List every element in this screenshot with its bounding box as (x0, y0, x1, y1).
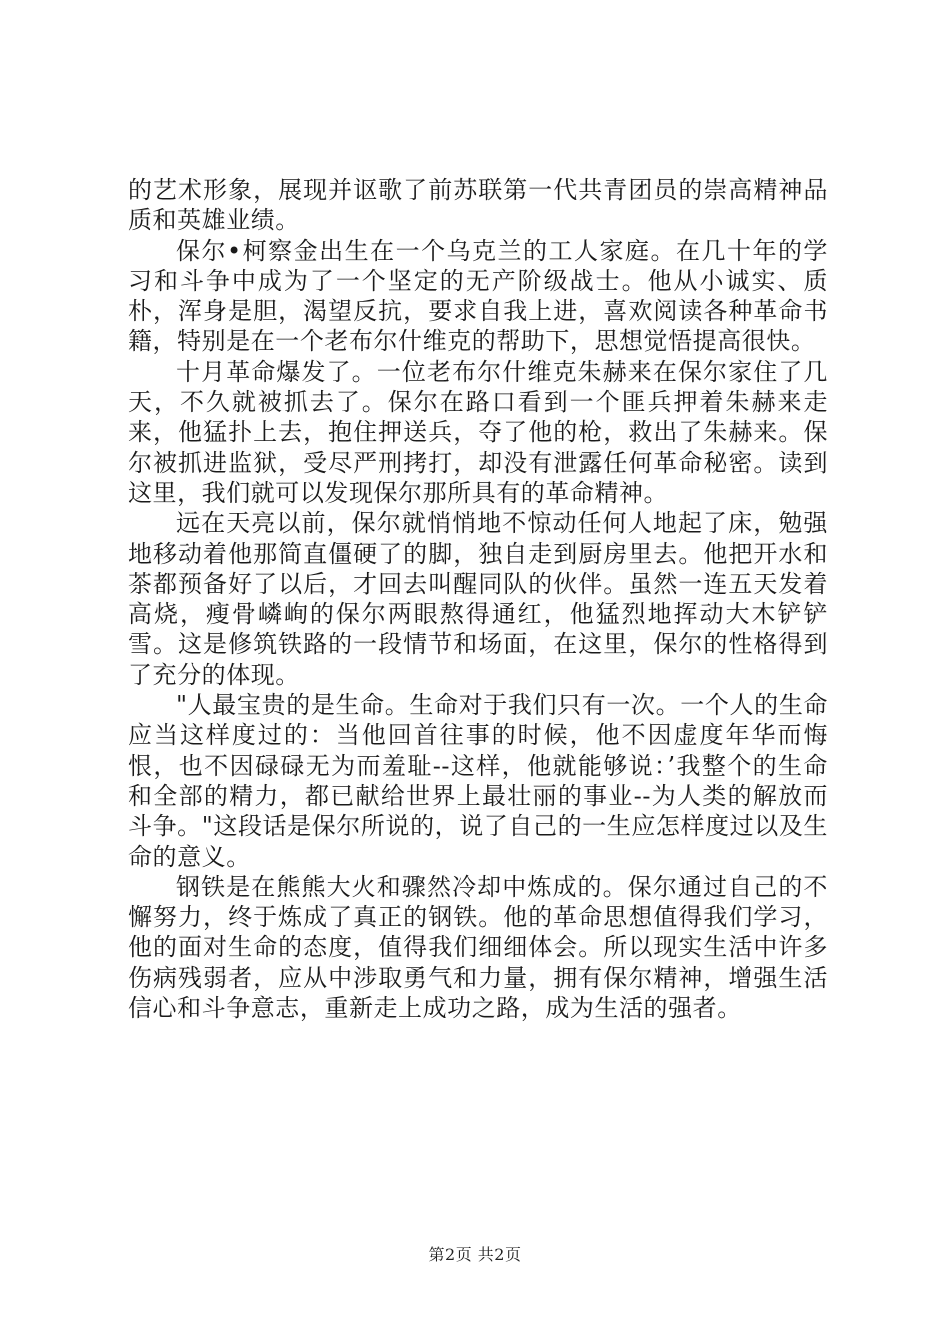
page-number-label: 第2页 共2页 (428, 1245, 522, 1264)
paragraph: 的艺术形象，展现并讴歌了前苏联第一代共青团员的崇高精神品质和英雄业绩。 (128, 176, 828, 235)
paragraph: 十月革命爆发了。一位老布尔什维克朱赫来在保尔家住了几天，不久就被抓去了。保尔在路口看到一个匪兵押着朱赫来走来，他猛扑上去，抱住押送兵，夺了他的枪，救出了朱赫来。保尔被抓进监狱，受尽严刑拷打，却没有泄露任何革命秘密。读到这里，我们就可以发现保尔那所具有的革命精神。 (128, 357, 828, 507)
document-body (128, 175, 828, 1023)
page-footer (0, 1242, 950, 1265)
paragraph: 远在天亮以前，保尔就悄悄地不惊动任何人地起了床，勉强地移动着他那简直僵硬了的脚，独自走到厨房里去。他把开水和茶都预备好了以后，才回去叫醒同队的伙伴。虽然一连五天发着高烧，瘦骨嶙峋的保尔两眼熬得通红，他猛烈地挥动大木铲铲雪。这是修筑铁路的一段情节和场面，在这里，保尔的性格得到了充分的体现。 (128, 509, 828, 689)
paragraph: 保尔•柯察金出生在一个乌克兰的工人家庭。在几十年的学习和斗争中成为了一个坚定的无产阶级战士。他从小诚实、质朴，浑身是胆，渴望反抗，要求自我上进，喜欢阅读各种革命书籍，特别是在一个老布尔什维克的帮助下，思想觉悟提高很快。 (128, 236, 828, 356)
paragraph: "人最宝贵的是生命。生命对于我们只有一次。一个人的生命应当这样度过的：当他回首往事的时候，他不因虚度年华而悔恨，也不因碌碌无为而羞耻--这样，他就能够说：’我整个的生命和全部的精力，都已献给世界上最壮丽的事业--为人类的解放而斗争。"这段话是保尔所说的，说了自己的一生应怎样度过以及生命的意义。 (128, 691, 828, 871)
paragraph: 钢铁是在熊熊大火和骤然冷却中炼成的。保尔通过自己的不懈努力，终于炼成了真正的钢铁。他的革命思想值得我们学习，他的面对生命的态度，值得我们细细体会。所以现实生活中许多伤病残弱者，应从中涉取勇气和力量，拥有保尔精神，增强生活信心和斗争意志，重新走上成功之路，成为生活的强者。 (128, 872, 828, 1023)
